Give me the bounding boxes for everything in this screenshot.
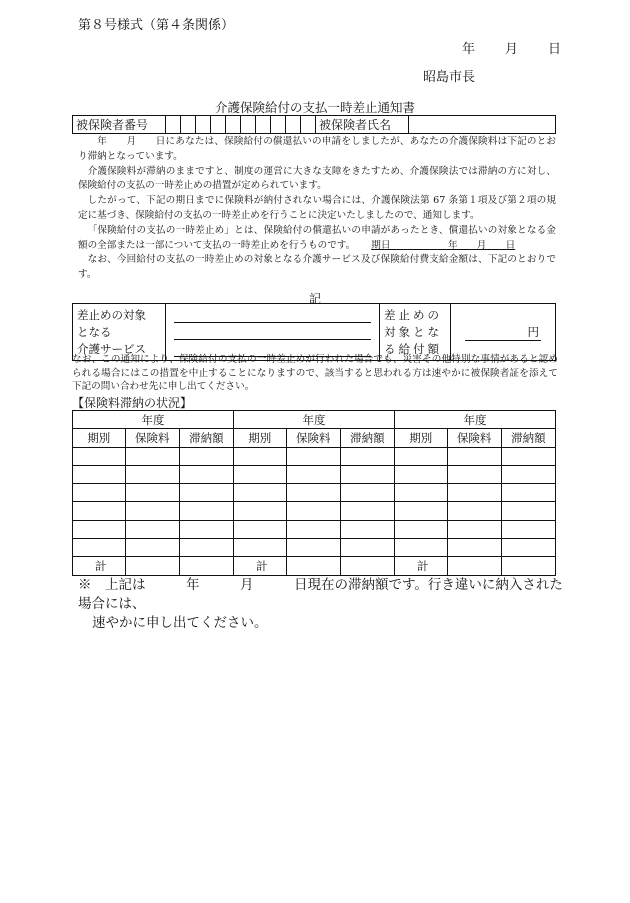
table-cell[interactable] — [125, 539, 179, 557]
service-entry-line[interactable] — [174, 324, 371, 340]
table-cell[interactable] — [501, 484, 555, 502]
table-cell[interactable] — [394, 539, 447, 557]
table-cell[interactable] — [125, 557, 179, 575]
insured-number-cell[interactable] — [256, 116, 271, 134]
col-period: 期別 — [73, 429, 126, 447]
col-period: 期別 — [394, 429, 447, 447]
insured-number-cell[interactable] — [166, 116, 181, 134]
table-cell[interactable] — [73, 465, 126, 483]
status-heading: 【保険料滞納の状況】 — [72, 396, 193, 410]
table-row — [73, 484, 556, 502]
table-cell[interactable] — [233, 447, 286, 465]
table-cell[interactable] — [501, 520, 555, 538]
insured-number-cell[interactable] — [241, 116, 256, 134]
amount-entry[interactable] — [451, 304, 556, 361]
year-header: 年度 — [73, 411, 234, 429]
table-cell[interactable] — [233, 539, 286, 557]
table-cell[interactable] — [125, 447, 179, 465]
body-paragraph-1: 年 月 日にあなたは、保険給付の償還払いの申請をしましたが、あなたの介護保険料は下記のとおり滞納となっています。 — [78, 136, 556, 162]
col-premium: 保険料 — [125, 429, 179, 447]
col-period: 期別 — [233, 429, 286, 447]
deadline-field: 期日 年 月 日 — [371, 239, 516, 251]
table-cell[interactable] — [394, 502, 447, 520]
table-cell[interactable] — [179, 539, 233, 557]
table-cell[interactable] — [501, 465, 555, 483]
insured-number-cell[interactable] — [196, 116, 211, 134]
table-cell[interactable] — [340, 557, 394, 575]
col-premium: 保険料 — [286, 429, 340, 447]
amount-yen: 円 — [465, 324, 541, 341]
insured-id-table — [72, 115, 556, 134]
table-cell[interactable] — [340, 447, 394, 465]
table-cell[interactable] — [73, 484, 126, 502]
service-entry-line[interactable] — [174, 307, 371, 323]
table-cell[interactable] — [179, 484, 233, 502]
table-cell[interactable] — [340, 465, 394, 483]
insured-name-label: 被保険者氏名 — [316, 116, 409, 134]
table-cell[interactable] — [73, 502, 126, 520]
year-row — [73, 411, 556, 429]
table-cell[interactable] — [394, 484, 447, 502]
table-row — [73, 447, 556, 465]
date-year: 年 — [462, 42, 476, 57]
table-cell[interactable] — [340, 520, 394, 538]
date-month: 月 — [505, 42, 519, 57]
table-cell[interactable] — [179, 502, 233, 520]
amount-label — [380, 304, 451, 361]
service-label-line: となる — [77, 324, 112, 339]
service-label — [73, 304, 166, 361]
insured-number-cell[interactable] — [301, 116, 316, 134]
form-number: 第８号様式（第４条関係） — [78, 18, 235, 33]
notice-body — [78, 135, 556, 283]
table-cell[interactable] — [233, 502, 286, 520]
date-day: 日 — [548, 42, 562, 57]
issuer: 昭島市長 — [423, 70, 476, 85]
amount-label-line: 差止めの — [384, 307, 442, 322]
column-header-row — [73, 429, 556, 447]
table-cell[interactable] — [286, 447, 340, 465]
body-paragraph-3: したがって、下記の期日までに保険料が納付されない場合には、介護保険法第 67 条第１項及び第２項の規定に基づき、保険給付の支払の一時差止めを行うことに決定いたしましたので、通知します。 — [78, 195, 556, 221]
col-arrears: 滞納額 — [340, 429, 394, 447]
table-cell[interactable] — [125, 502, 179, 520]
body-paragraph-5: なお、今回給付の支払の一時差止めの対象となる介護サービス及び保険給付費支給金額は、下記のとおりです。 — [78, 254, 556, 281]
insured-number-cell[interactable] — [211, 116, 226, 134]
table-cell[interactable] — [179, 447, 233, 465]
service-entry[interactable] — [166, 304, 380, 361]
table-cell[interactable] — [394, 520, 447, 538]
table-cell[interactable] — [340, 502, 394, 520]
col-premium: 保険料 — [447, 429, 501, 447]
table-cell[interactable] — [501, 557, 555, 575]
table-cell[interactable] — [447, 465, 501, 483]
insured-number-cell[interactable] — [271, 116, 286, 134]
table-cell[interactable] — [125, 465, 179, 483]
footnote — [78, 576, 568, 633]
insured-number-label: 被保険者番号 — [73, 116, 166, 134]
table-cell[interactable] — [447, 502, 501, 520]
insured-number-cell[interactable] — [286, 116, 301, 134]
table-cell[interactable] — [286, 502, 340, 520]
col-arrears: 滞納額 — [501, 429, 555, 447]
body-paragraph-4 — [78, 224, 556, 254]
table-cell[interactable] — [73, 539, 126, 557]
table-cell[interactable] — [286, 465, 340, 483]
table-cell[interactable] — [286, 539, 340, 557]
col-arrears: 滞納額 — [179, 429, 233, 447]
table-cell[interactable] — [73, 447, 126, 465]
table-row — [73, 520, 556, 538]
ki-heading: 記 — [308, 292, 321, 306]
table-cell[interactable] — [394, 465, 447, 483]
table-cell[interactable] — [340, 484, 394, 502]
table-cell[interactable] — [447, 520, 501, 538]
document-title: 介護保険給付の支払一時差止通知書 — [214, 100, 415, 115]
table-cell[interactable] — [179, 465, 233, 483]
issue-date — [462, 38, 561, 57]
table-cell[interactable] — [447, 484, 501, 502]
table-cell[interactable] — [125, 484, 179, 502]
table-cell[interactable] — [125, 520, 179, 538]
table-cell[interactable] — [179, 520, 233, 538]
table-cell[interactable] — [501, 447, 555, 465]
insured-name-field[interactable] — [409, 116, 556, 134]
table-cell[interactable] — [501, 539, 555, 557]
table-cell[interactable] — [394, 447, 447, 465]
table-cell[interactable] — [447, 539, 501, 557]
table-row — [73, 539, 556, 557]
year-header: 年度 — [394, 411, 555, 429]
delinquency-status-table — [72, 410, 556, 576]
amount-label-line: る給付額 — [384, 341, 442, 356]
service-label-line: 差止めの対象 — [77, 307, 146, 322]
total-label: 計 — [73, 557, 126, 575]
table-cell[interactable] — [286, 520, 340, 538]
footnote-line-1: ※ 上記は 年 月 日現在の滞納額です。行き違いに納入された場合には、 — [78, 577, 563, 612]
table-cell[interactable] — [447, 557, 501, 575]
body-paragraph-2: 介護保険料が滞納のままですと、制度の運営に大きな支障をきたすため、介護保険法では滞納の方に対し、保険給付の支払の一時差止めの措置が定められています。 — [78, 165, 556, 192]
exception-notice: なお、この通知により、保険給付の支払の一時差止めが行われた場合でも、災害その他特別な事情があると認められる場合にはこの措置を中止することになりますので、該当すると思われる方は速やかに被保険者証を添えて下記の問い合わせ先に申し出てください。 — [72, 354, 558, 392]
table-cell[interactable] — [340, 539, 394, 557]
table-cell[interactable] — [286, 484, 340, 502]
amount-label-line: 対象とな — [384, 324, 442, 339]
table-cell[interactable] — [286, 557, 340, 575]
insured-number-cell[interactable] — [226, 116, 241, 134]
body-paragraph-4-text: 「保険給付の支払の一時差止め」とは、保険給付の償還払いの申請があったとき、償還払いの対象となる金額の全部または一部について支払の一時差止めを行うものです。 — [78, 224, 556, 251]
total-label: 計 — [233, 557, 286, 575]
table-cell[interactable] — [73, 520, 126, 538]
table-cell[interactable] — [447, 447, 501, 465]
total-label: 計 — [394, 557, 447, 575]
insured-number-cell[interactable] — [181, 116, 196, 134]
table-cell[interactable] — [179, 557, 233, 575]
total-row — [73, 557, 556, 575]
table-row — [73, 465, 556, 483]
year-header: 年度 — [233, 411, 394, 429]
service-label-line: 介護サービス — [77, 341, 146, 356]
table-cell[interactable] — [233, 484, 286, 502]
table-cell[interactable] — [501, 502, 555, 520]
table-row — [73, 502, 556, 520]
table-cell[interactable] — [233, 520, 286, 538]
footnote-line-2: 速やかに申し出てください。 — [92, 615, 268, 631]
table-cell[interactable] — [233, 465, 286, 483]
